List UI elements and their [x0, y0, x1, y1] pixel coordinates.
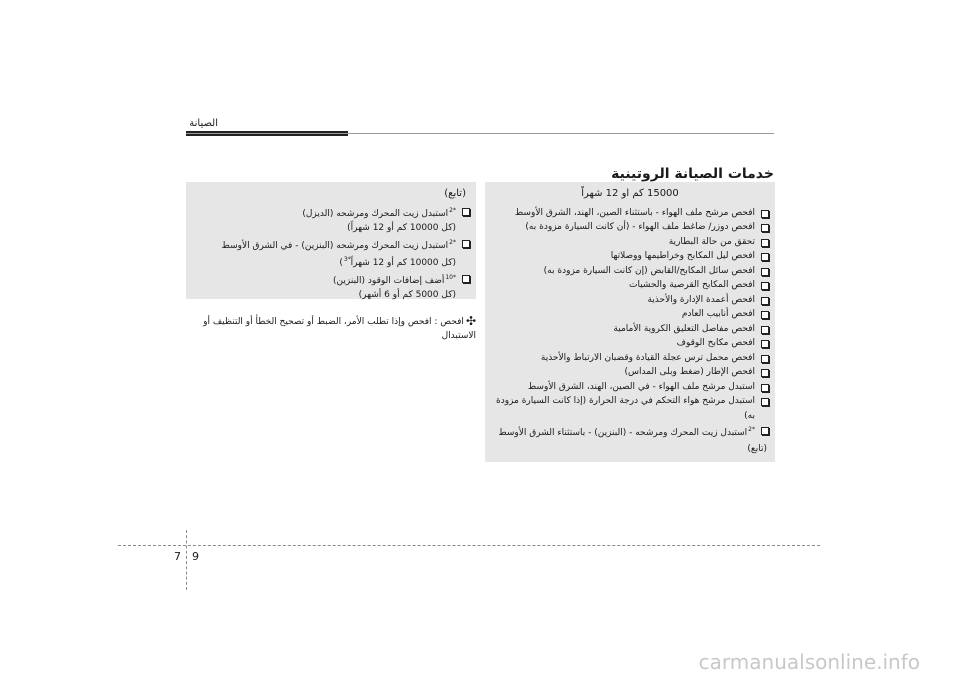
- list-item-text: استبدل زيت المحرك ومرشحه (البنزين) - في الشرق الأوسط: [221, 240, 449, 251]
- right-panel: [485, 182, 775, 462]
- footnote-marker: *3: [343, 256, 351, 263]
- list-item: [493, 293, 769, 308]
- footer-divider: [186, 530, 187, 590]
- note-cross-icon: ✣: [465, 314, 476, 328]
- interval-close: ): [339, 258, 343, 268]
- list-item: [493, 307, 769, 322]
- list-item-text: افحص مرشح ملف الهواء - باستثناء الصين، الهند، الشرق الأوسط: [514, 207, 755, 218]
- checkbox-icon: [462, 208, 470, 216]
- watermark: carmanualsonline.info: [698, 650, 920, 674]
- checkbox-icon: [761, 311, 769, 319]
- continued-label: (تابع): [747, 443, 767, 454]
- list-item: [493, 336, 769, 351]
- list-item-text: افحص أنابيب العادم: [681, 309, 755, 319]
- checkbox-icon: [761, 297, 769, 305]
- list-item-text: افحص ليل المكابح وخراطيمها ووصلاتها: [610, 251, 755, 261]
- checkbox-icon: [761, 224, 769, 232]
- note-text: افحص وإذا تطلب الأمر، الضبط أو تصحيح الخطأ أو التنظيف أو الاستبدال: [203, 317, 476, 341]
- footnote-marker: *2: [449, 206, 456, 214]
- page-number: 9: [192, 550, 199, 563]
- list-item-text: افحص الإطار (ضغط وبلى المداس): [624, 367, 755, 377]
- list-item: [493, 249, 769, 264]
- checkbox-icon: [761, 427, 769, 435]
- list-item: [493, 380, 769, 395]
- list-item-text: افحص مكابح الوقوف: [676, 338, 755, 348]
- left-panel-heading: (تابع): [444, 188, 466, 199]
- checkbox-icon: [761, 384, 769, 392]
- list-item-text: استبدل زيت المحرك ومرشحه - (البنزين) - باستثناء الشرق الأوسط: [498, 428, 748, 438]
- list-item-text: افحص دوزر/ ضاغط ملف الهواء - (أن كانت السيارة مزودة به): [525, 222, 755, 232]
- list-item: [194, 204, 470, 236]
- footnote-marker: *10: [445, 273, 456, 281]
- list-item: [493, 351, 769, 366]
- section-title: خدمات الصيانة الروتينية: [611, 166, 774, 182]
- list-item-text: تحقق من حالة البطارية: [668, 236, 755, 247]
- list-item-text: استبدل مرشح هواء التحكم في درجة الحرارة (إذا كانت السيارة مزودة به): [495, 396, 755, 421]
- header-rule: [186, 133, 774, 134]
- checkbox-icon: [761, 253, 769, 261]
- checkbox-icon: [761, 398, 769, 406]
- list-item: [493, 220, 769, 235]
- right-checklist: [485, 206, 775, 441]
- list-item: [493, 278, 769, 293]
- list-item: [493, 206, 769, 221]
- list-item-text: أضف إضافات الوقود (البنزين): [333, 275, 445, 286]
- footnote-marker: *2: [449, 238, 456, 246]
- list-item: [493, 322, 769, 337]
- list-item: [493, 423, 769, 441]
- checkbox-icon: [761, 282, 769, 290]
- interval-line: [194, 253, 456, 271]
- interval-text: (كل 10000 كم أو 12 شهراً: [350, 258, 456, 268]
- interval-text: (كل 5000 كم أو 6 أشهر): [358, 290, 456, 300]
- list-item: [493, 365, 769, 380]
- checkbox-icon: [462, 275, 470, 283]
- checkbox-icon: [761, 326, 769, 334]
- list-item-text: افحص المكابح القرصية والحشيات: [629, 280, 755, 290]
- checkbox-icon: [462, 240, 470, 248]
- footnote-marker: *2: [748, 426, 755, 433]
- chapter-number: 7: [174, 550, 181, 563]
- list-item-text: استبدل زيت المحرك ومرشحه (الديزل): [302, 208, 449, 219]
- note: [186, 314, 476, 343]
- checkbox-icon: [761, 369, 769, 377]
- list-item: [493, 394, 769, 423]
- list-item-text: افحص محمل ترس عجلة القيادة وقضبان الارتباط والأحذية: [540, 352, 755, 363]
- checkbox-icon: [761, 210, 769, 218]
- checkbox-icon: [761, 239, 769, 247]
- list-item: [194, 271, 470, 303]
- list-item-text: افحص مفاصل التعليق الكروية الأمامية: [613, 323, 755, 334]
- list-item: [493, 264, 769, 279]
- list-item: [493, 235, 769, 250]
- list-item: [194, 236, 470, 271]
- header-title: الصيانة: [189, 118, 218, 129]
- list-item-text: استبدل مرشح ملف الهواء - في الصين، الهند، الشرق الأوسط: [527, 381, 755, 392]
- footer-rule: [118, 545, 820, 546]
- left-checklist: [186, 204, 476, 303]
- list-item-text: افحص سائل المكابح/القابض (إن كانت السيارة مزودة به): [543, 265, 755, 276]
- left-panel: [186, 182, 476, 299]
- checkbox-icon: [761, 340, 769, 348]
- right-panel-heading: 15000 كم او 12 شهراً: [581, 188, 679, 199]
- checkbox-icon: [761, 268, 769, 276]
- checkbox-icon: [761, 355, 769, 363]
- note-label: افحص :: [434, 317, 464, 327]
- interval-text: (كل 10000 كم أو 12 شهراً): [347, 223, 456, 233]
- list-item-text: افحص أعمدة الإدارة والأحذية: [647, 294, 755, 305]
